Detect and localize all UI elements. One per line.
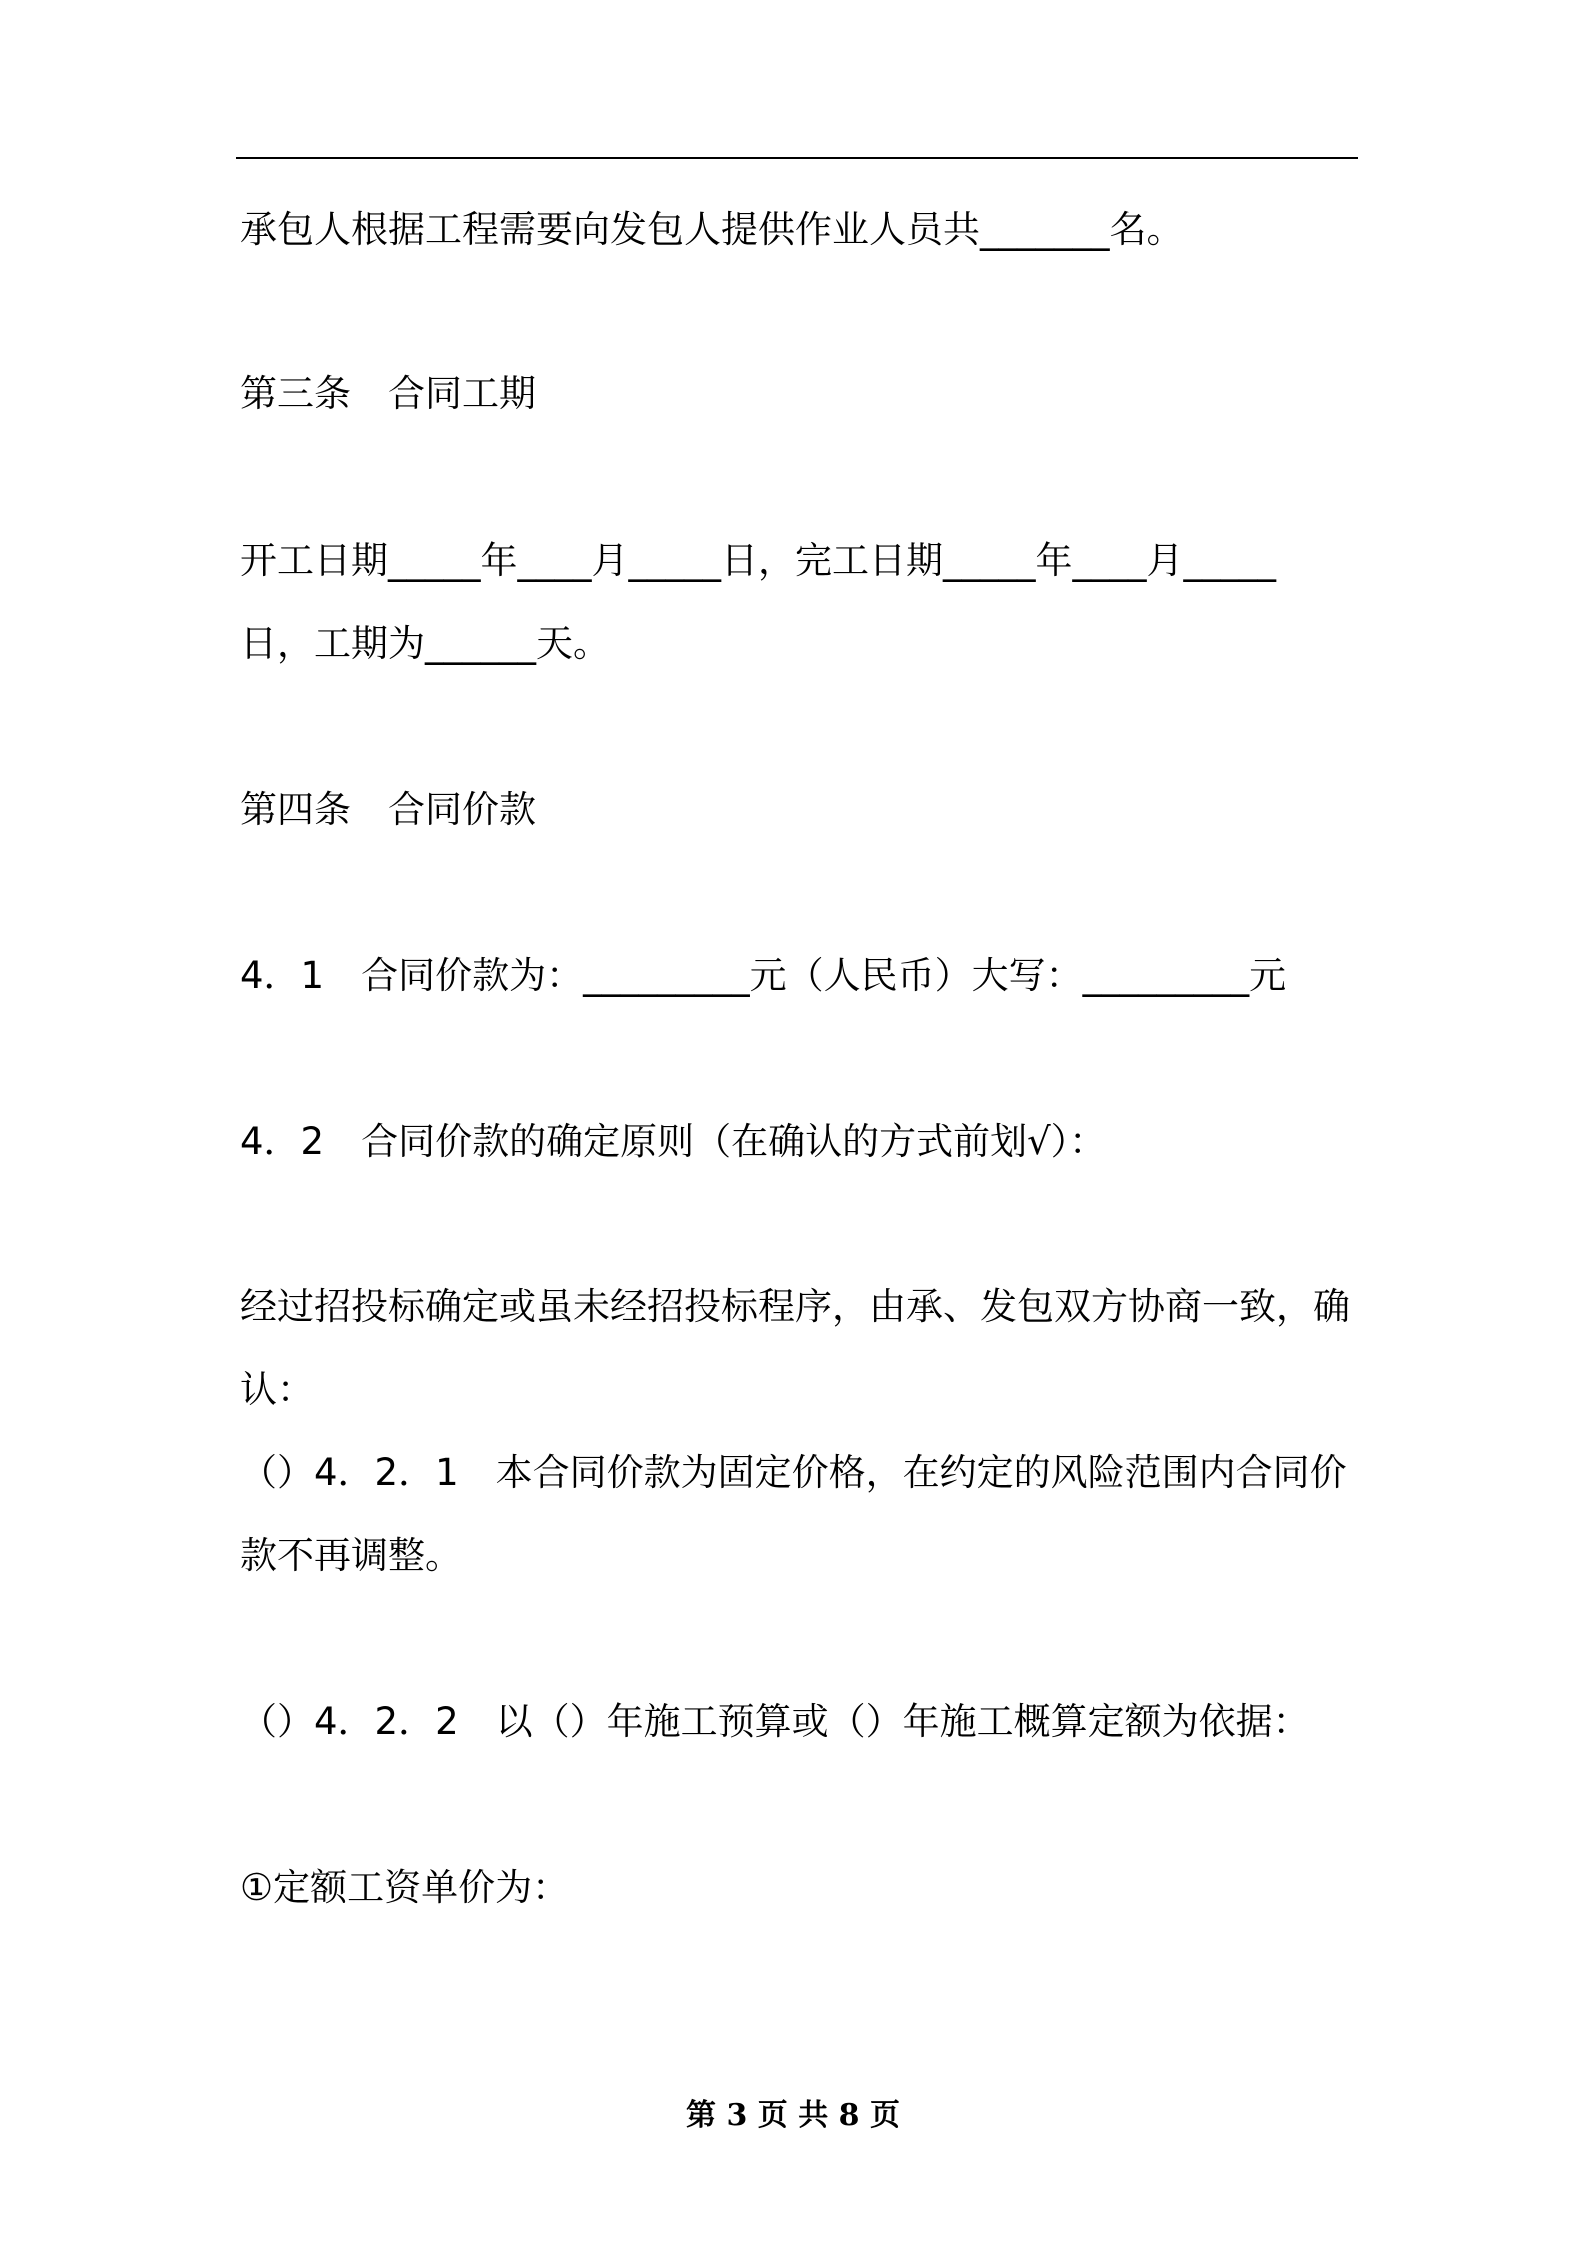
clause-4-2-1-line-2: 款不再调整。 [240,1534,462,1577]
page-number: 第 3 页 共 8 页 [686,2098,900,2133]
paragraph-confirm-line-1: 经过招投标确定或虽未经招投标程序，由承、发包双方协商一致，确 [240,1285,1350,1328]
clause-4-2-1-line-1: （）4．2．1 本合同价款为固定价格，在约定的风险范围内合同价 [240,1451,1347,1494]
paragraph-workers-count: 承包人根据工程需要向发包人提供作业人员共_______名。 [240,208,1184,251]
paragraph-confirm-line-2: 认： [240,1368,314,1411]
clause-4-2: 4．2 合同价款的确定原则（在确认的方式前划√）： [240,1120,1107,1163]
heading-article-4: 第四条 合同价款 [240,788,536,831]
heading-article-3: 第三条 合同工期 [240,372,536,415]
paragraph-dates-line-1: 开工日期_____年____月_____日，完工日期_____年____月_____ [240,539,1276,582]
header-rule [236,157,1358,159]
paragraph-dates-line-2: 日，工期为______天。 [240,622,610,665]
clause-4-2-2: （）4．2．2 以（）年施工预算或（）年施工概算定额为依据： [240,1700,1310,1743]
item-wage-unit-price: ①定额工资单价为： [240,1866,570,1909]
clause-4-1: 4．1 合同价款为：_________元（人民币）大写：_________元 [240,954,1287,997]
